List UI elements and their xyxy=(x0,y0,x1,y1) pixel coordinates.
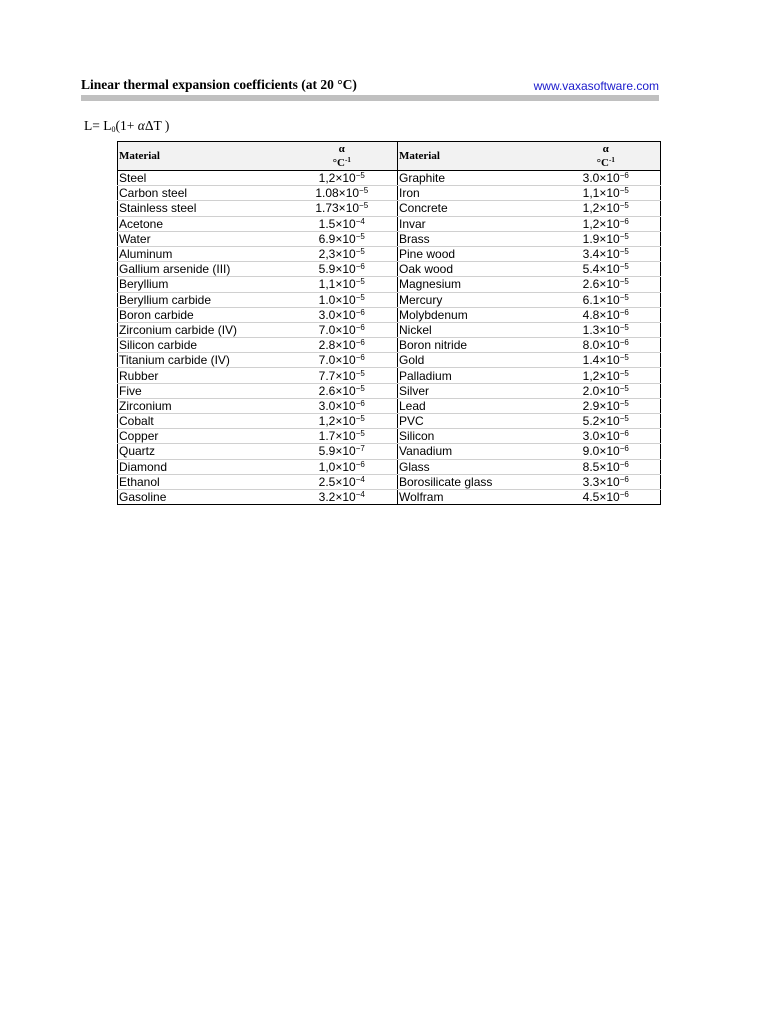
coefficient-mantissa: 1.7×10 xyxy=(318,429,356,444)
coefficient-right xyxy=(552,338,661,353)
coefficient-exponent: −4 xyxy=(355,490,365,500)
coefficient-left xyxy=(287,292,398,307)
table-row xyxy=(118,292,661,307)
table-row xyxy=(118,186,661,201)
coefficient-mantissa: 7.0×10 xyxy=(318,353,356,368)
material-name-right: Vanadium xyxy=(398,444,552,459)
coefficient-mantissa: 2,3×10 xyxy=(318,247,356,262)
website-link[interactable]: www.vaxasoftware.com xyxy=(533,79,659,93)
coefficient-mantissa: 3.0×10 xyxy=(582,429,620,444)
coefficient-mantissa: 1,0×10 xyxy=(318,459,356,474)
table-row xyxy=(118,338,661,353)
material-name-right: Silicon xyxy=(398,429,552,444)
coefficient-right xyxy=(552,414,661,429)
table-row xyxy=(118,398,661,413)
material-name-left: Diamond xyxy=(118,459,287,474)
coefficient-exponent: −6 xyxy=(355,353,365,363)
coefficient-mantissa: 3.0×10 xyxy=(582,171,620,186)
coefficient-exponent: −5 xyxy=(619,383,629,393)
document-header xyxy=(81,77,659,95)
table-row xyxy=(118,201,661,216)
coefficient-left xyxy=(287,231,398,246)
material-name-left: Beryllium carbide xyxy=(118,292,287,307)
coefficient-mantissa: 8.5×10 xyxy=(582,459,620,474)
material-name-left: Copper xyxy=(118,429,287,444)
material-name-right: Brass xyxy=(398,231,552,246)
coefficient-right xyxy=(552,489,661,504)
coefficient-exponent: −6 xyxy=(619,307,629,317)
coefficient-mantissa: 1.3×10 xyxy=(582,322,620,337)
coefficient-right xyxy=(552,201,661,216)
material-name-right: PVC xyxy=(398,414,552,429)
material-name-right: Graphite xyxy=(398,171,552,186)
coefficient-mantissa: 1.4×10 xyxy=(582,353,620,368)
table-row xyxy=(118,322,661,337)
coefficient-left xyxy=(287,398,398,413)
coefficient-left xyxy=(287,171,398,186)
table-row xyxy=(118,383,661,398)
coefficient-exponent: −5 xyxy=(355,247,365,257)
table-row xyxy=(118,216,661,231)
coefficient-mantissa: 9.0×10 xyxy=(582,444,620,459)
coefficient-right xyxy=(552,322,661,337)
coefficient-right xyxy=(552,474,661,489)
coefficient-left xyxy=(287,216,398,231)
coefficient-right xyxy=(552,383,661,398)
table-row xyxy=(118,429,661,444)
coefficient-mantissa: 2.6×10 xyxy=(582,277,620,292)
material-name-left: Cobalt xyxy=(118,414,287,429)
coefficient-mantissa: 1.73×10 xyxy=(315,201,360,216)
coefficient-left xyxy=(287,262,398,277)
header-unit-exponent: -1 xyxy=(345,155,351,164)
material-name-right: Silver xyxy=(398,383,552,398)
material-name-left: Stainless steel xyxy=(118,201,287,216)
coefficient-left xyxy=(287,186,398,201)
material-name-right: Iron xyxy=(398,186,552,201)
coefficient-mantissa: 1,2×10 xyxy=(318,414,356,429)
material-name-left: Beryllium xyxy=(118,277,287,292)
coefficient-mantissa: 6.1×10 xyxy=(582,292,620,307)
table-row xyxy=(118,307,661,322)
coefficient-exponent: −6 xyxy=(355,398,365,408)
material-name-right: Pine wood xyxy=(398,246,552,261)
coefficient-left xyxy=(287,414,398,429)
coefficient-left xyxy=(287,322,398,337)
coefficient-left xyxy=(287,307,398,322)
material-name-right: Wolfram xyxy=(398,489,552,504)
material-name-left: Gasoline xyxy=(118,489,287,504)
table-row xyxy=(118,171,661,186)
coefficient-left xyxy=(287,277,398,292)
formula-alpha: α xyxy=(137,118,145,133)
coefficient-mantissa: 2.0×10 xyxy=(582,383,620,398)
coefficient-exponent: −5 xyxy=(619,353,629,363)
coefficient-mantissa: 7.0×10 xyxy=(318,322,356,337)
formula-subscript: 0 xyxy=(111,125,116,134)
table-row xyxy=(118,231,661,246)
coefficient-exponent: −5 xyxy=(355,383,365,393)
coefficient-exponent: −6 xyxy=(619,171,629,181)
coefficient-mantissa: 1.9×10 xyxy=(582,231,620,246)
coefficient-mantissa: 3.3×10 xyxy=(582,474,620,489)
material-name-right: Molybdenum xyxy=(398,307,552,322)
coefficient-exponent: −5 xyxy=(355,429,365,439)
header-alpha-symbol: α xyxy=(338,142,345,155)
coefficient-mantissa: 1,2×10 xyxy=(318,171,356,186)
coefficient-right xyxy=(552,277,661,292)
table-row xyxy=(118,368,661,383)
coefficient-right xyxy=(552,307,661,322)
document-title: Linear thermal expansion coefficients (at 20 °C) xyxy=(81,77,357,92)
coefficient-right xyxy=(552,429,661,444)
coefficient-left xyxy=(287,246,398,261)
formula-rest: ΔT ) xyxy=(144,118,170,133)
coefficients-table xyxy=(117,141,661,505)
coefficient-left xyxy=(287,368,398,383)
coefficient-exponent: −7 xyxy=(355,444,365,454)
material-name-left: Titanium carbide (IV) xyxy=(118,353,287,368)
coefficient-right xyxy=(552,262,661,277)
header-alpha-left xyxy=(287,142,398,171)
material-name-left: Boron carbide xyxy=(118,307,287,322)
table-row xyxy=(118,246,661,261)
material-name-right: Borosilicate glass xyxy=(398,474,552,489)
coefficient-exponent: −4 xyxy=(355,474,365,484)
material-name-left: Water xyxy=(118,231,287,246)
coefficient-mantissa: 1,2×10 xyxy=(582,201,620,216)
material-name-left: Steel xyxy=(118,171,287,186)
coefficient-mantissa: 1,1×10 xyxy=(582,186,620,201)
coefficient-left xyxy=(287,353,398,368)
material-name-right: Concrete xyxy=(398,201,552,216)
header-unit: °C xyxy=(596,156,609,169)
coefficient-left xyxy=(287,474,398,489)
material-name-left: Acetone xyxy=(118,216,287,231)
coefficient-exponent: −6 xyxy=(619,338,629,348)
material-name-right: Magnesium xyxy=(398,277,552,292)
material-name-left: Silicon carbide xyxy=(118,338,287,353)
coefficient-mantissa: 3.0×10 xyxy=(318,398,356,413)
material-name-left: Ethanol xyxy=(118,474,287,489)
header-unit: °C xyxy=(332,156,345,169)
material-name-left: Zirconium carbide (IV) xyxy=(118,322,287,337)
coefficient-mantissa: 5.9×10 xyxy=(318,444,356,459)
coefficient-exponent: −5 xyxy=(619,262,629,272)
table-row xyxy=(118,489,661,504)
coefficient-exponent: −6 xyxy=(355,322,365,332)
coefficient-exponent: −6 xyxy=(355,338,365,348)
coefficient-right xyxy=(552,246,661,261)
coefficient-mantissa: 8.0×10 xyxy=(582,338,620,353)
coefficient-exponent: −5 xyxy=(619,186,629,196)
coefficient-mantissa: 3.0×10 xyxy=(318,307,356,322)
material-name-right: Mercury xyxy=(398,292,552,307)
coefficient-mantissa: 4.5×10 xyxy=(582,490,620,505)
material-name-right: Invar xyxy=(398,216,552,231)
header-material-right: Material xyxy=(398,142,552,171)
coefficient-left xyxy=(287,444,398,459)
header-divider-bar xyxy=(81,95,659,101)
coefficient-mantissa: 4.8×10 xyxy=(582,307,620,322)
material-name-left: Five xyxy=(118,383,287,398)
coefficient-right xyxy=(552,353,661,368)
formula-open: (1+ xyxy=(115,118,138,133)
coefficient-exponent: −5 xyxy=(619,201,629,211)
coefficient-mantissa: 1.5×10 xyxy=(318,216,356,231)
coefficient-exponent: −4 xyxy=(355,216,365,226)
coefficient-exponent: −5 xyxy=(619,414,629,424)
coefficient-right xyxy=(552,231,661,246)
material-name-left: Carbon steel xyxy=(118,186,287,201)
coefficient-mantissa: 5.9×10 xyxy=(318,262,356,277)
coefficient-exponent: −5 xyxy=(619,277,629,287)
coefficient-mantissa: 7.7×10 xyxy=(318,368,356,383)
material-name-left: Quartz xyxy=(118,444,287,459)
coefficient-exponent: −5 xyxy=(355,292,365,302)
material-name-right: Oak wood xyxy=(398,262,552,277)
header-material-left: Material xyxy=(118,142,287,171)
coefficient-mantissa: 1,2×10 xyxy=(582,216,620,231)
coefficient-exponent: −5 xyxy=(619,368,629,378)
coefficient-exponent: −5 xyxy=(355,277,365,287)
table-row xyxy=(118,444,661,459)
coefficient-mantissa: 1,2×10 xyxy=(582,368,620,383)
coefficient-right xyxy=(552,368,661,383)
material-name-right: Boron nitride xyxy=(398,338,552,353)
coefficient-exponent: −5 xyxy=(359,186,369,196)
coefficient-exponent: −5 xyxy=(619,322,629,332)
material-name-right: Nickel xyxy=(398,322,552,337)
table-row xyxy=(118,459,661,474)
material-name-left: Rubber xyxy=(118,368,287,383)
coefficient-exponent: −5 xyxy=(619,292,629,302)
coefficient-mantissa: 2.6×10 xyxy=(318,383,356,398)
coefficient-mantissa: 1.08×10 xyxy=(315,186,360,201)
coefficient-exponent: −5 xyxy=(355,171,365,181)
formula-lhs: L= L xyxy=(84,118,112,133)
material-name-right: Lead xyxy=(398,398,552,413)
coefficient-left xyxy=(287,489,398,504)
coefficient-exponent: −5 xyxy=(619,398,629,408)
coefficient-right xyxy=(552,444,661,459)
coefficient-exponent: −6 xyxy=(355,262,365,272)
header-alpha-right xyxy=(552,142,661,171)
coefficient-right xyxy=(552,292,661,307)
coefficient-mantissa: 5.2×10 xyxy=(582,414,620,429)
coefficient-right xyxy=(552,398,661,413)
material-name-left: Zirconium xyxy=(118,398,287,413)
coefficient-right xyxy=(552,186,661,201)
table-row xyxy=(118,277,661,292)
coefficient-left xyxy=(287,383,398,398)
material-name-right: Gold xyxy=(398,353,552,368)
coefficient-mantissa: 5.4×10 xyxy=(582,262,620,277)
coefficient-exponent: −5 xyxy=(355,368,365,378)
coefficient-exponent: −6 xyxy=(355,459,365,469)
coefficient-mantissa: 2.5×10 xyxy=(318,474,356,489)
coefficient-exponent: −6 xyxy=(619,490,629,500)
coefficient-exponent: −6 xyxy=(619,459,629,469)
material-name-left: Aluminum xyxy=(118,246,287,261)
header-alpha-symbol: α xyxy=(602,142,609,155)
coefficient-exponent: −5 xyxy=(355,414,365,424)
coefficient-mantissa: 3.2×10 xyxy=(318,490,356,505)
table-row xyxy=(118,474,661,489)
material-name-right: Glass xyxy=(398,459,552,474)
coefficient-exponent: −6 xyxy=(355,307,365,317)
coefficient-mantissa: 1,1×10 xyxy=(318,277,356,292)
table-header-row xyxy=(118,142,661,171)
coefficient-mantissa: 6.9×10 xyxy=(318,231,356,246)
material-name-right: Palladium xyxy=(398,368,552,383)
coefficient-left xyxy=(287,429,398,444)
material-name-left: Gallium arsenide (III) xyxy=(118,262,287,277)
coefficient-left xyxy=(287,201,398,216)
coefficient-mantissa: 1.0×10 xyxy=(318,292,356,307)
coefficient-exponent: −5 xyxy=(619,231,629,241)
coefficient-exponent: −5 xyxy=(355,231,365,241)
coefficient-right xyxy=(552,216,661,231)
coefficient-mantissa: 2.9×10 xyxy=(582,398,620,413)
coefficient-exponent: −6 xyxy=(619,444,629,454)
coefficient-exponent: −5 xyxy=(619,247,629,257)
coefficient-right xyxy=(552,171,661,186)
coefficient-left xyxy=(287,459,398,474)
table-row xyxy=(118,262,661,277)
header-unit-exponent: -1 xyxy=(609,155,615,164)
coefficient-exponent: −5 xyxy=(359,201,369,211)
table-body xyxy=(118,171,661,505)
table-row xyxy=(118,353,661,368)
coefficient-exponent: −6 xyxy=(619,429,629,439)
table-row xyxy=(118,414,661,429)
coefficient-exponent: −6 xyxy=(619,216,629,226)
coefficient-right xyxy=(552,459,661,474)
coefficient-mantissa: 2.8×10 xyxy=(318,338,356,353)
expansion-formula xyxy=(84,118,169,134)
coefficient-mantissa: 3.4×10 xyxy=(582,247,620,262)
coefficient-left xyxy=(287,338,398,353)
coefficient-exponent: −6 xyxy=(619,474,629,484)
